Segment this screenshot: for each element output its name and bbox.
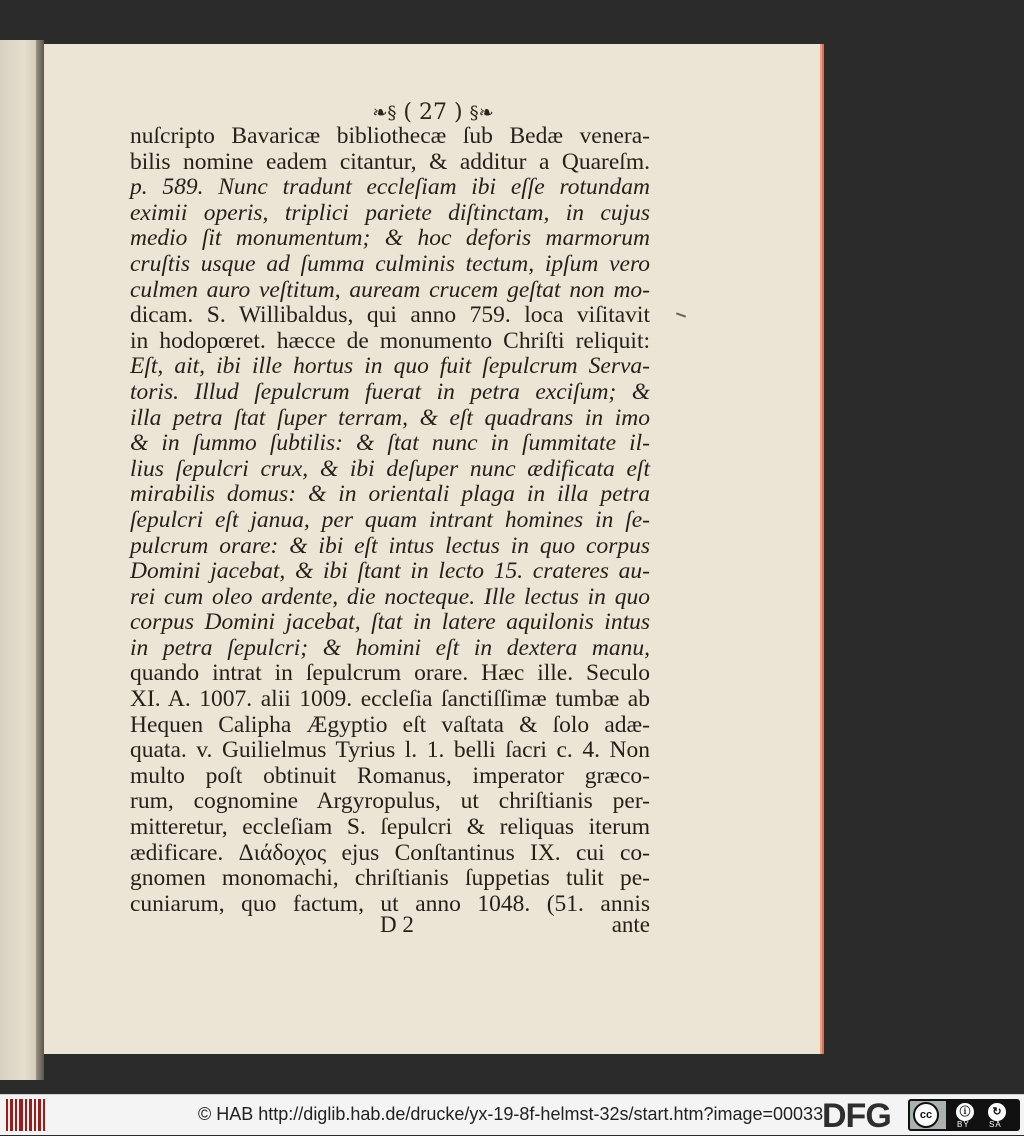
text-line: culmen auro veſtitum, auream crucem geſtat non mo-	[130, 276, 650, 303]
margin-mark	[676, 312, 686, 317]
text-line: mitteretur, eccleſiam S. ſepulcri & reliquas iterum	[130, 814, 650, 841]
footer-bar	[0, 1094, 1024, 1135]
sa-icon: ↻	[988, 1103, 1006, 1121]
text-line: p. 589. Nunc tradunt eccleſiam ibi eſſe rotundam	[130, 174, 650, 201]
text-line: Hequen Calipha Ægyptio eſt vaſtata & ſolo adæ-	[130, 711, 650, 738]
text-line: pulcrum orare: & ibi eſt intus lectus in quo corpus	[130, 532, 650, 559]
text-line: XI. A. 1007. alii 1009. eccleſia ſanctiſſimæ tumbæ ab	[130, 686, 650, 713]
text-line: toris. Illud ſepulcrum fuerat in petra exciſum; &	[130, 378, 650, 405]
text-line: multo poſt obtinuit Romanus, imperator græco-	[130, 762, 650, 789]
cc-license-badge[interactable]	[908, 1099, 1020, 1131]
page-number: ( 27 )	[403, 100, 463, 125]
text-line: Domini jacebat, & ibi ſtant in lecto 15. crateres au-	[130, 558, 650, 585]
page-header	[44, 100, 822, 125]
previous-page-edge	[0, 40, 40, 1080]
text-line: eximii operis, triplici pariete diſtinctam, in cujus	[130, 199, 650, 226]
license-sa-label: SA	[989, 1120, 1002, 1129]
text-line: illa petra ſtat ſuper terram, & eſt quadrans in imo	[130, 404, 650, 431]
license-by-label: BY	[957, 1120, 970, 1129]
text-line: bilis nomine eadem citantur, & additur a Quareſm.	[130, 148, 650, 175]
text-line: dicam. S. Willibaldus, qui anno 759. loca viſitavit	[130, 302, 650, 329]
text-line: ſepulcri eſt janua, per quam intrant homines in ſe-	[130, 506, 650, 533]
text-line: quando intrat in ſepulcrum orare. Hæc ille. Seculo	[130, 660, 650, 687]
binding-shadow	[36, 40, 44, 1080]
dfg-logo: DFG	[822, 1097, 891, 1135]
signature-mark: D 2	[380, 912, 414, 937]
barcode-icon	[6, 1099, 46, 1131]
text-line: lius ſepulcri crux, & ibi deſuper nunc ædificata eſt	[130, 455, 650, 482]
text-line: cuniarum, quo factum, ut anno 1048. (51. annis	[130, 890, 650, 917]
cc-terms	[946, 1101, 1018, 1129]
text-line: medio ſit monumentum; & hoc deforis marmorum	[130, 225, 650, 252]
text-line: corpus Domini jacebat, ſtat in latere aquilonis intus	[130, 609, 650, 636]
text-line: quata. v. Guilielmus Tyrius l. 1. belli ſacri c. 4. Non	[130, 737, 650, 764]
text-line: mirabilis domus: & in orientali plaga in illa petra	[130, 481, 650, 508]
text-line: & in ſummo ſubtilis: & ſtat nunc in ſummitate il-	[130, 430, 650, 457]
text-line: ædificare. Διάδοχος ejus Conſtantinus IX. cui co-	[130, 839, 650, 866]
text-line: rei cum oleo ardente, die nocteque. Ille lectus in quo	[130, 583, 650, 610]
source-credit-link[interactable]: © HAB http://diglib.hab.de/drucke/yx-19-8f-helmst-32s/start.htm?image=00033	[198, 1104, 824, 1124]
text-line: in petra ſepulcri; & homini eſt in dextera manu,	[130, 634, 650, 661]
page-text-body	[130, 124, 650, 917]
text-line: cruſtis usque ad ſumma culminis tectum, ipſum vero	[130, 250, 650, 277]
text-line: in hodopœret. hæcce de monumento Chriſti reliquit:	[130, 327, 650, 354]
header-ornament-right: §❧	[469, 102, 494, 124]
text-line: gnomen monomachi, chriſtianis ſuppetias tulit pe-	[130, 865, 650, 892]
header-ornament-left: ❧§	[372, 102, 397, 124]
cc-icon: cc	[913, 1102, 939, 1128]
book-page	[44, 44, 822, 1054]
text-line: rum, cognomine Argyropulus, ut chriſtianis per-	[130, 788, 650, 815]
catchword: ante	[611, 912, 650, 937]
by-icon: ⓘ	[956, 1103, 974, 1121]
text-line: Eſt, ait, ibi ille hortus in quo fuit ſepulcrum Serva-	[130, 353, 650, 380]
text-line: nuſcripto Bavaricæ bibliothecæ ſub Bedæ venera-	[130, 123, 650, 149]
